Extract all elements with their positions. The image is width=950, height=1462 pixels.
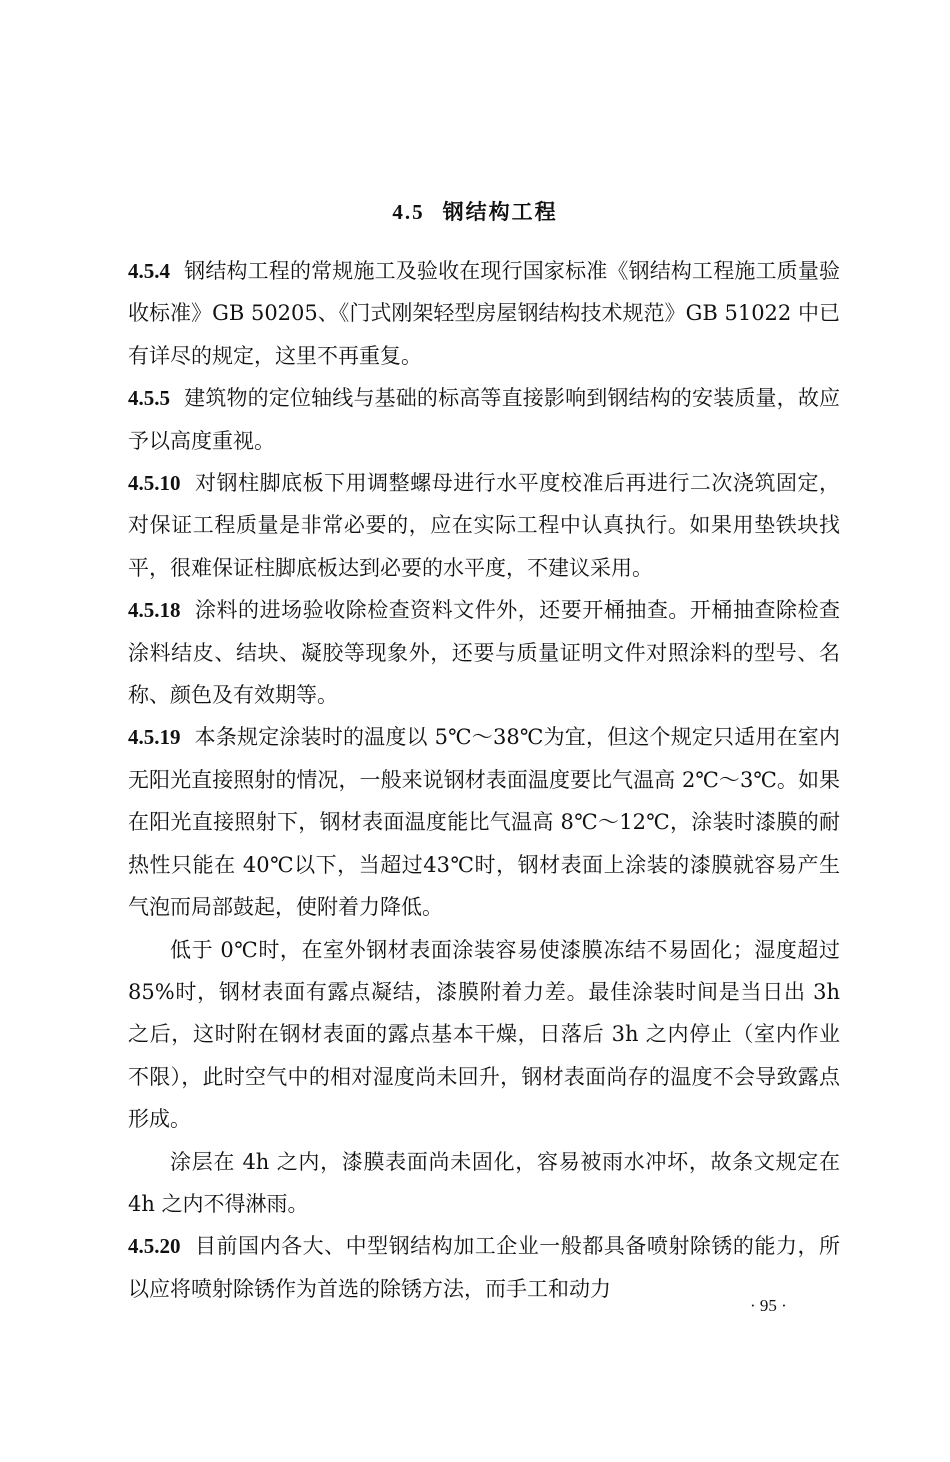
page-number: · 95 · — [750, 1296, 787, 1315]
section-heading — [0, 196, 950, 226]
clause-number: 4.5.19 — [128, 725, 181, 750]
clause-number: 4.5.5 — [128, 386, 170, 411]
clause-number: 4.5.18 — [128, 598, 181, 623]
clause-number: 4.5.20 — [128, 1234, 181, 1259]
paragraph-rain: 涂层在 4h 之内，漆膜表面尚未固化，容易被雨水冲坏，故条文规定在 4h 之内不得淋雨。 — [128, 1149, 840, 1216]
clause-4-5-5 — [128, 377, 840, 462]
clause-text: 涂料的进场验收除检查资料文件外，还要开桶抽查。开桶抽查除检查涂料结皮、结块、凝胶等现象外，还要与质量证明文件对照涂料的型号、名称、颜色及有效期等。 — [128, 598, 840, 708]
clause-4-5-20 — [128, 1225, 840, 1310]
clause-text: 建筑物的定位轴线与基础的标高等直接影响到钢结构的安装质量，故应予以高度重视。 — [128, 386, 840, 453]
clause-4-5-10 — [128, 462, 840, 589]
section-title: 钢结构工程 — [442, 199, 558, 224]
clause-4-5-4 — [128, 250, 840, 377]
clause-4-5-18 — [128, 589, 840, 716]
clause-number: 4.5.10 — [128, 471, 181, 496]
clause-number: 4.5.4 — [128, 259, 170, 283]
clause-text: 目前国内各大、中型钢结构加工企业一般都具备喷射除锈的能力，所以应将喷射除锈作为首选的除锈方法，而手工和动力 — [128, 1234, 840, 1301]
paragraph-low-temperature: 低于 0℃时，在室外钢材表面涂装容易使漆膜冻结不易固化；湿度超过 85%时，钢材表面有露点凝结，漆膜附着力差。最佳涂装时间是当日出 3h 之后，这时附在钢材表面的露点基本干燥，日落后 3h 之内停止（室内作业不限），此时空气中的相对湿度尚未回升，钢材表面尚存的温度不会导致露点形成。 — [128, 937, 840, 1132]
clause-text: 钢结构工程的常规施工及验收在现行国家标准《钢结构工程施工质量验收标准》GB 50205、《门式刚架轻型房屋钢结构技术规范》GB 51022 中已有详尽的规定，这里不再重复。 — [128, 259, 840, 368]
document-body — [128, 250, 840, 1310]
section-number: 4.5 — [392, 200, 425, 224]
clause-text: 对钢柱脚底板下用调整螺母进行水平度校准后再进行二次浇筑固定，对保证工程质量是非常必要的，应在实际工程中认真执行。如果用垫铁块找平，很难保证柱脚底板达到必要的水平度，不建议采用。 — [128, 471, 840, 580]
clause-text: 本条规定涂装时的温度以 5℃～38℃为宜，但这个规定只适用在室内无阳光直接照射的情况，一般来说钢材表面温度要比气温高 2℃～3℃。如果在阳光直接照射下，钢材表面温度能比气温高 8℃～12℃，涂装时漆膜的耐热性只能在 40℃以下，当超过43℃时，钢材表面上涂装的漆膜就容易产生气泡而局部鼓起，使附着力降低。 — [128, 725, 840, 920]
clause-4-5-19 — [128, 716, 840, 928]
